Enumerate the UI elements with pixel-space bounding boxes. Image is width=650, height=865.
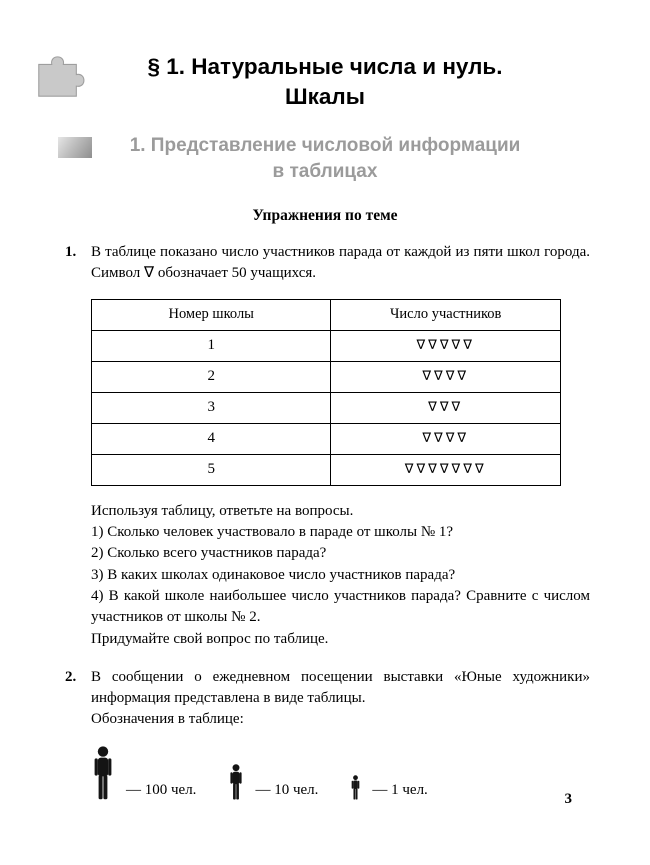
symbols-cell: ∇∇∇∇ <box>331 423 561 454</box>
table-row <box>92 330 561 361</box>
legend-label-1: — 1 чел. <box>372 781 428 798</box>
symbols-cell: ∇∇∇∇ <box>331 361 561 392</box>
table-row <box>92 454 561 485</box>
symbols-cell: ∇∇∇∇∇ <box>331 330 561 361</box>
person-100-icon <box>91 746 115 800</box>
section-title-line1: 1. Представление числовой информации <box>129 134 521 156</box>
table-row <box>92 361 561 392</box>
question-line: 2) Сколько всего участников парада? <box>91 545 327 562</box>
page-number: 3 <box>564 791 572 807</box>
school-number-cell: 1 <box>92 330 331 361</box>
legend-item-10 <box>228 764 318 800</box>
section-title <box>0 133 650 185</box>
chapter-header <box>0 0 650 113</box>
question-line: 4) В какой школе наибольшее число участников парада? Сравните с числом участников от школы № 2. <box>91 587 590 626</box>
person-10-icon <box>228 764 244 800</box>
legend-caption: Обозначения в таблице: <box>91 711 244 728</box>
exercise-1 <box>65 242 590 650</box>
section-title-line2: в таблицах <box>272 160 378 182</box>
exercise-1-number: 1. <box>65 244 77 261</box>
table-row <box>92 392 561 423</box>
school-number-cell: 3 <box>92 392 331 423</box>
symbols-cell: ∇∇∇ <box>331 392 561 423</box>
legend-label-10: — 10 чел. <box>255 781 319 798</box>
section-marker-square <box>58 137 92 158</box>
puzzle-icon <box>30 50 88 107</box>
person-1-icon <box>350 775 361 800</box>
exercise-2 <box>65 667 590 800</box>
table-row <box>92 423 561 454</box>
question-line: 1) Сколько человек участвовало в параде от школы № 1? <box>91 524 454 541</box>
legend <box>91 746 590 800</box>
table-header-row <box>92 299 561 330</box>
table-header-count: Число участников <box>331 299 561 330</box>
legend-item-100 <box>91 746 196 800</box>
symbols-cell: ∇∇∇∇∇∇∇ <box>331 454 561 485</box>
school-number-cell: 5 <box>92 454 331 485</box>
questions-intro: Используя таблицу, ответьте на вопросы. <box>91 502 354 519</box>
legend-label-100: — 100 чел. <box>126 781 197 798</box>
school-number-cell: 2 <box>92 361 331 392</box>
section-header <box>0 133 650 185</box>
subheading-exercises: Упражнения по теме <box>252 207 398 225</box>
exercise-2-number: 2. <box>65 668 77 685</box>
chapter-title-line2: Шкалы <box>285 84 365 110</box>
participants-table <box>91 299 561 486</box>
question-line: 3) В каких школах одинаковое число участников парада? <box>91 566 456 583</box>
exercise-1-intro: В таблице показано число участников парада от каждой из пяти школ города. Символ ∇ обозначает 50 учащихся. <box>91 244 590 282</box>
legend-item-1 <box>350 775 427 800</box>
questions-block <box>91 501 590 650</box>
school-number-cell: 4 <box>92 423 331 454</box>
chapter-title <box>0 52 650 113</box>
question-line: Придумайте свой вопрос по таблице. <box>91 630 329 647</box>
table-header-school: Номер школы <box>92 299 331 330</box>
chapter-title-line1: § 1. Натуральные числа и нуль. <box>147 54 503 79</box>
exercise-2-intro: В сообщении о ежедневном посещении выставки «Юные художники» информация представлена в виде таблицы. <box>91 668 590 707</box>
